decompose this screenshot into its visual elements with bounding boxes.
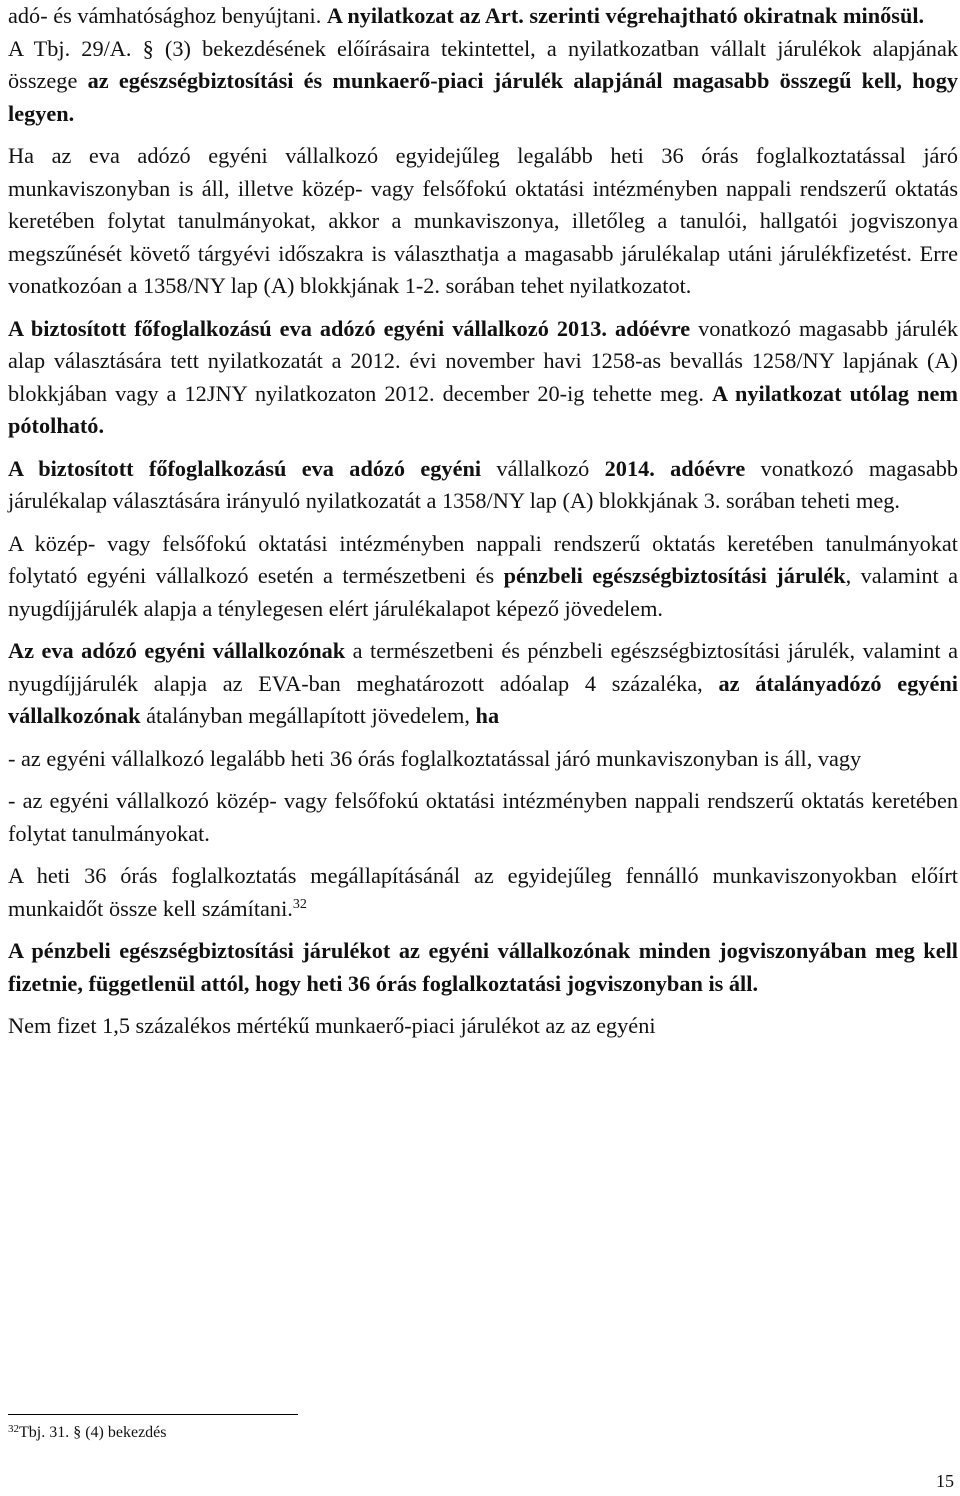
paragraph-3: Ha az eva adózó egyéni vállalkozó egyidejűleg legalább heti 36 órás foglalkoztatással járó munkaviszonyban is áll, illetve közép- vagy felsőfokú oktatási intézményben nappali rendszerű oktatás keretében folytat tanulmányokat, akkor a munkaviszonya, illetőleg a tanulói, hallgatói jogviszonya megszűnését követő tárgyévi időszakra is választhatja a magasabb járulékalap utáni járulékfizetést. Erre vonatkozóan a 1358/NY lap (A) blokkjának 1-2. sorában tehet nyilatkozatot.: [8, 143, 958, 298]
paragraph-12: Nem fizet 1,5 százalékos mértékű munkaerő-piaci járulékot az az egyéni: [8, 1013, 656, 1038]
footnote-separator: [8, 1414, 298, 1415]
footnote-text: Tbj. 31. § (4) bekezdés: [19, 1424, 167, 1441]
footnote-number: 32: [8, 1423, 19, 1435]
paragraph-1: adó- és vámhatósághoz benyújtani. A nyilatkozat az Art. szerinti végrehajtható okiratnak minősül.: [8, 3, 925, 28]
paragraph-9: - az egyéni vállalkozó közép- vagy felsőfokú oktatási intézményben nappali rendszerű oktatás keretében folytat tanulmányokat.: [8, 788, 958, 846]
footnote-reference[interactable]: 32: [292, 896, 307, 912]
paragraph-10: A heti 36 órás foglalkoztatás megállapításánál az egyidejűleg fennálló munkaviszonyokban előírt munkaidőt össze kell számítani.$^{32}$: [8, 863, 958, 921]
paragraph-8: - az egyéni vállalkozó legalább heti 36 órás foglalkoztatással járó munkaviszonyban is áll, vagy: [8, 745, 862, 771]
paragraph-6: A közép- vagy felsőfokú oktatási intézményben nappali rendszerű oktatás keretében tanulmányokat folytató egyéni vállalkozó esetén a természetbeni és pénzbeli egészségbiztosítási járulék, valamint a nyugdíjjárulék alapja a ténylegesen elért járulékalapot képező jövedelem.: [8, 530, 958, 621]
paragraph-7: Az eva adózó egyéni vállalkozónak a természetbeni és pénzbeli egészségbiztosítási járulék, valamint a nyugdíjjárulék alapja az EVA-ban meghatározott adóalap 4 százaléka, az átalányadózó egyéni vállalkozónak átalányban megállapított jövedelem, ha: [8, 638, 958, 728]
page-number: 15: [936, 1471, 954, 1491]
paragraph-4: A biztosított főfoglalkozású eva adózó egyéni vállalkozó 2013. adóévre vonatkozó magasabb járulék alap választására tett nyilatkozatát a 2012. évi november havi 1258-as bevallás 1258/NY lapjának (A) blokkjában vagy a 12JNY nyilatkozaton 2012. december 20-ig tehette meg. A nyilatkozat utólag nem pótolható.: [8, 315, 958, 438]
paragraph-2: A Tbj. 29/A. § (3) bekezdésének előírásaira tekintettel, a nyilatkozatban vállalt járulékok alapjának összege az egészségbiztosítási és munkaerő-piaci járulék alapjánál magasabb összegű kell, hogy legyen.: [8, 35, 958, 126]
paragraph-5: A biztosított főfoglalkozású eva adózó egyéni vállalkozó 2014. adóévre vonatkozó magasabb járulékalap választására irányuló nyilatkozatát a 1358/NY lap (A) blokkjának 3. sorában teheti meg.: [8, 455, 959, 513]
footnote: [8, 1422, 167, 1444]
paragraph-11: A pénzbeli egészségbiztosítási járulékot az egyéni vállalkozónak minden jogviszonyában meg kell fizetnie, függetlenül attól, hogy heti 36 órás foglalkoztatási jogviszonyban is áll.: [8, 938, 958, 996]
document-page: [8, 0, 958, 1053]
